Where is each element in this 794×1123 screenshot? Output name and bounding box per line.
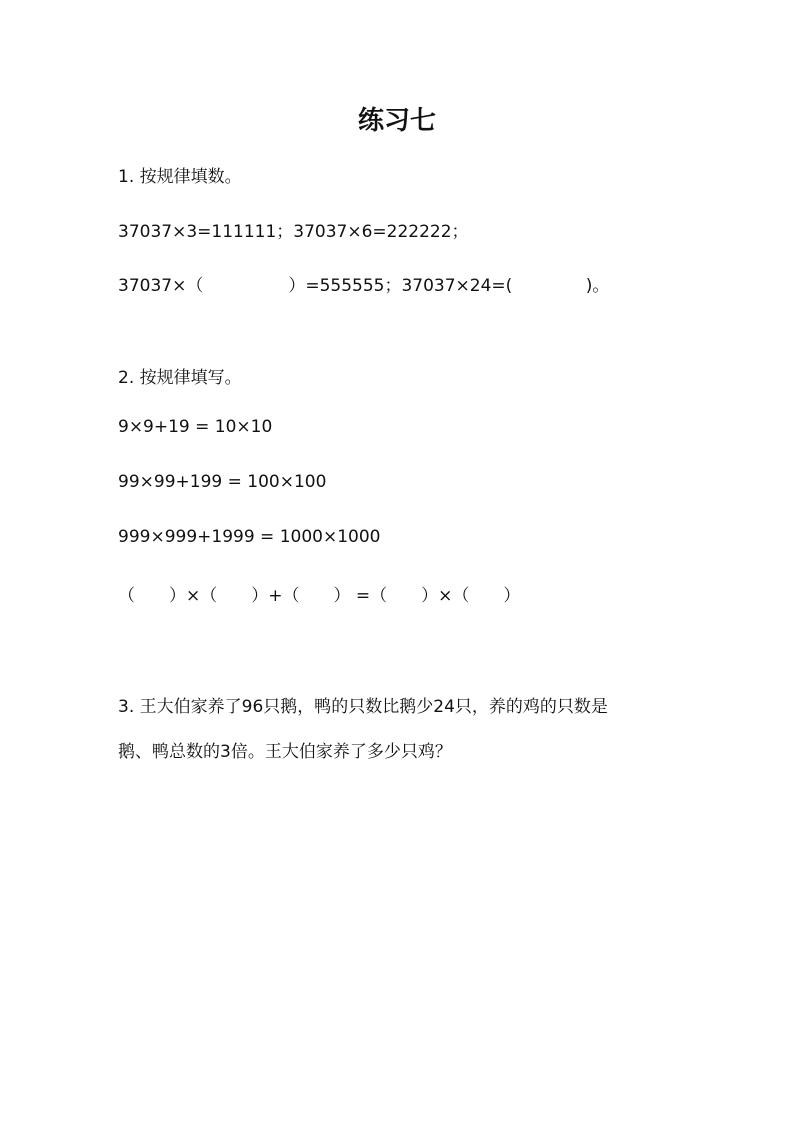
question-1-line-1: 37037×3=111111；37037×6=222222； xyxy=(118,222,469,242)
question-2-equation-1: 9×9+19 = 10×10 xyxy=(118,417,273,437)
question-3-line-2: 鹅、鸭总数的3倍。王大伯家养了多少只鸡？ xyxy=(118,742,452,762)
question-3-line-1: 3. 王大伯家养了96只鹅，鸭的只数比鹅少24只，养的鸡的只数是 xyxy=(118,697,608,717)
question-2-heading: 2. 按规律填写。 xyxy=(118,368,242,388)
question-1-line-2: 37037×（ ）=555555；37037×24=( )。 xyxy=(118,276,610,296)
question-1-heading: 1. 按规律填数。 xyxy=(118,167,242,187)
page-title: 练习七 xyxy=(357,106,436,136)
question-2-equation-2: 99×99+199 = 100×100 xyxy=(118,472,327,492)
question-2-blank-equation: （ ）×（ ）+（ ） =（ ）×（ ） xyxy=(118,586,521,606)
question-2-equation-3: 999×999+1999 = 1000×1000 xyxy=(118,527,381,547)
